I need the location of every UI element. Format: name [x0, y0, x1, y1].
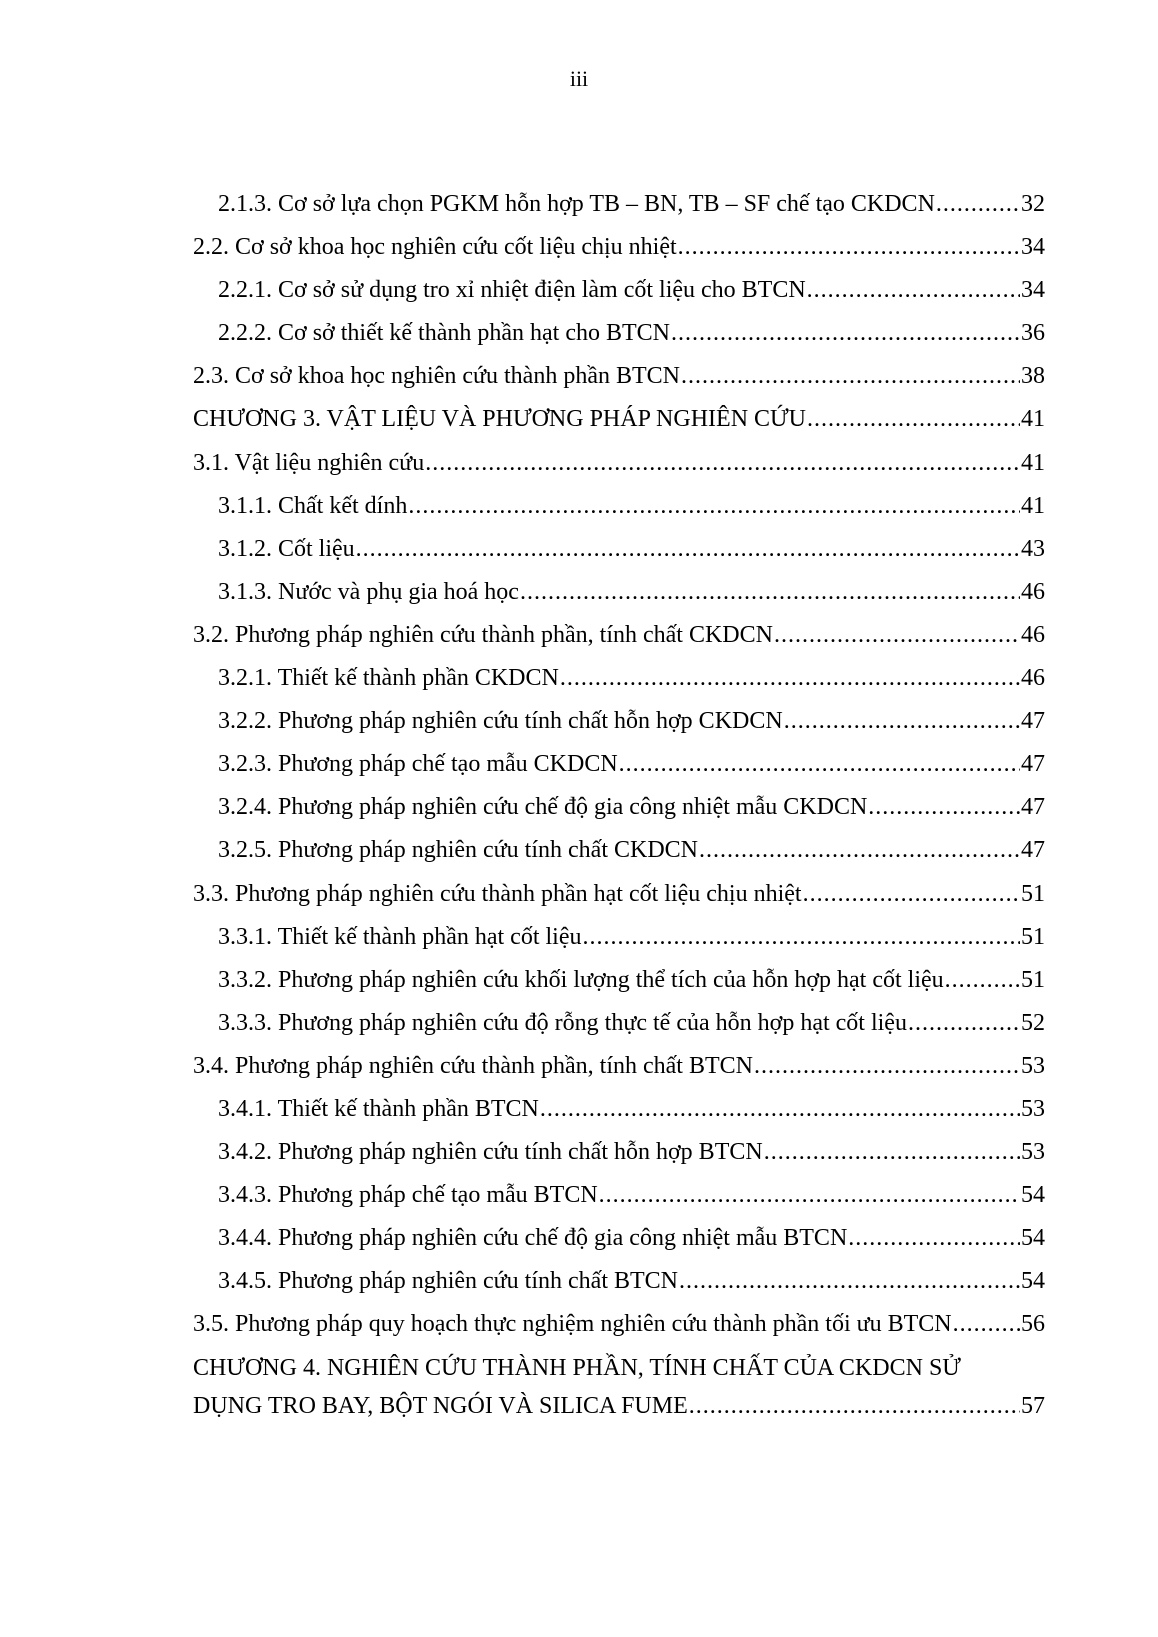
toc-entry-page: 32	[1021, 191, 1045, 217]
toc-leader-dots	[774, 620, 1020, 650]
toc-entry-page: 43	[1021, 535, 1045, 562]
toc-entry[interactable]	[193, 275, 1045, 318]
toc-entry-title: 3.2.3. Phương pháp chế tạo mẫu CKDCN	[218, 751, 618, 778]
toc-entry-page: 46	[1021, 621, 1045, 648]
toc-entry-page: 54	[1021, 1225, 1045, 1252]
toc-entry-title: 2.2.1. Cơ sở sử dụng tro xỉ nhiệt điện làm cốt liệu cho BTCN	[218, 277, 806, 304]
toc-entry-title: 2.2.2. Cơ sở thiết kế thành phần hạt cho BTCN	[218, 320, 670, 347]
toc-entry[interactable]	[193, 1008, 1045, 1051]
toc-entry-page: 54	[1021, 1268, 1045, 1295]
toc-entry[interactable]	[193, 491, 1045, 534]
toc-leader-dots	[425, 448, 1020, 478]
toc-entry-title: 3.4.4. Phương pháp nghiên cứu chế độ gia công nhiệt mẫu BTCN	[218, 1225, 848, 1252]
toc-entry-page: 56	[1021, 1311, 1045, 1338]
toc-entry-title: 3.4. Phương pháp nghiên cứu thành phần, tính chất BTCN	[193, 1052, 753, 1079]
toc-entry[interactable]	[193, 1266, 1045, 1309]
toc-leader-dots	[582, 922, 1020, 952]
toc-entry-page: 34	[1021, 234, 1045, 261]
toc-entry-page: 34	[1021, 277, 1045, 304]
table-of-contents	[193, 189, 1045, 1427]
toc-entry-page: 51	[1021, 966, 1045, 993]
toc-entry-page: 51	[1021, 880, 1045, 907]
page-number: iii	[569, 66, 589, 91]
toc-leader-dots	[560, 663, 1020, 693]
toc-entry-title: 3.4.2. Phương pháp nghiên cứu tính chất hỗn hợp BTCN	[218, 1139, 763, 1166]
toc-entry-title: 3.1. Vật liệu nghiên cứu	[193, 449, 425, 476]
toc-leader-dots	[754, 1051, 1020, 1081]
toc-entry-page: 51	[1021, 923, 1045, 950]
toc-entry[interactable]	[193, 318, 1045, 361]
toc-entry[interactable]	[193, 1223, 1045, 1266]
toc-entry[interactable]	[193, 361, 1045, 404]
toc-entry-title: 2.1.3. Cơ sở lựa chọn PGKM hỗn hợp TB – BN, TB – SF chế tạo CKDCN	[218, 191, 935, 217]
toc-entry-page: 41	[1021, 406, 1045, 433]
toc-leader-dots	[540, 1094, 1020, 1124]
toc-entry-page: 38	[1021, 363, 1045, 390]
toc-entry[interactable]	[193, 620, 1045, 663]
toc-entry-page: 54	[1021, 1182, 1045, 1209]
toc-leader-dots	[908, 1008, 1020, 1038]
toc-entry-title: 3.3. Phương pháp nghiên cứu thành phần hạt cốt liệu chịu nhiệt	[193, 880, 802, 907]
toc-entry[interactable]	[193, 835, 1045, 878]
toc-entry-title: 3.2. Phương pháp nghiên cứu thành phần, tính chất CKDCN	[193, 621, 773, 648]
toc-leader-dots	[520, 577, 1020, 607]
toc-entry[interactable]	[193, 922, 1045, 965]
toc-leader-dots	[619, 749, 1020, 779]
toc-entry-title: 3.4.5. Phương pháp nghiên cứu tính chất BTCN	[218, 1268, 678, 1295]
toc-entry-page: 53	[1021, 1052, 1045, 1079]
toc-leader-dots	[679, 1266, 1020, 1296]
toc-leader-dots	[671, 318, 1020, 348]
toc-leader-dots	[803, 879, 1020, 909]
toc-entry[interactable]	[193, 1051, 1045, 1094]
toc-entry[interactable]	[193, 965, 1045, 1008]
toc-entry-page: 53	[1021, 1095, 1045, 1122]
toc-leader-dots	[764, 1137, 1020, 1167]
toc-leader-dots	[408, 491, 1020, 521]
toc-entry-title: 2.3. Cơ sở khoa học nghiên cứu thành phần BTCN	[193, 363, 680, 390]
toc-entry-title: 3.5. Phương pháp quy hoạch thực nghiệm nghiên cứu thành phần tối ưu BTCN	[193, 1311, 952, 1338]
toc-entry-title: 3.3.2. Phương pháp nghiên cứu khối lượng thể tích của hỗn hợp hạt cốt liệu	[218, 966, 944, 993]
toc-entry-page: 57	[1021, 1392, 1045, 1419]
toc-entry-page: 52	[1021, 1009, 1045, 1036]
toc-entry-title: 3.4.3. Phương pháp chế tạo mẫu BTCN	[218, 1182, 598, 1209]
toc-entry[interactable]	[193, 1180, 1045, 1223]
toc-entry-chapter-4[interactable]	[193, 1353, 1045, 1427]
toc-entry[interactable]	[193, 189, 1045, 232]
toc-entry-page: 41	[1021, 492, 1045, 519]
toc-entry-page: 53	[1021, 1139, 1045, 1166]
toc-entry-title: 3.1.2. Cốt liệu	[218, 535, 355, 562]
toc-entry[interactable]	[193, 1309, 1045, 1352]
toc-entry-title: 3.3.1. Thiết kế thành phần hạt cốt liệu	[218, 923, 582, 950]
toc-leader-dots	[848, 1223, 1020, 1253]
toc-entry[interactable]	[193, 1094, 1045, 1137]
toc-entry-title: 3.2.4. Phương pháp nghiên cứu chế độ gia công nhiệt mẫu CKDCN	[218, 794, 868, 821]
toc-leader-dots	[868, 792, 1020, 822]
toc-entry-page: 47	[1021, 837, 1045, 864]
toc-leader-dots	[936, 189, 1020, 219]
toc-entry-page: 47	[1021, 794, 1045, 821]
toc-entry-page: 46	[1021, 665, 1045, 692]
toc-leader-dots	[678, 232, 1020, 262]
toc-leader-dots	[599, 1180, 1020, 1210]
toc-entry-title: 3.2.1. Thiết kế thành phần CKDCN	[218, 665, 559, 692]
toc-entry-page: 47	[1021, 708, 1045, 735]
toc-leader-dots	[807, 275, 1020, 305]
toc-entry[interactable]	[193, 534, 1045, 577]
toc-entry-page: 41	[1021, 449, 1045, 476]
toc-leader-dots	[356, 534, 1020, 564]
toc-entry-page: 46	[1021, 578, 1045, 605]
toc-entry-title: 3.3.3. Phương pháp nghiên cứu độ rỗng thực tế của hỗn hợp hạt cốt liệu	[218, 1009, 907, 1036]
toc-leader-dots	[953, 1309, 1020, 1339]
toc-entry[interactable]	[193, 448, 1045, 491]
toc-leader-dots	[689, 1391, 1020, 1421]
toc-entry-title-line2: DỤNG TRO BAY, BỘT NGÓI VÀ SILICA FUME	[193, 1392, 688, 1419]
toc-entry[interactable]	[193, 706, 1045, 749]
toc-leader-dots	[784, 706, 1020, 736]
toc-entry[interactable]	[193, 792, 1045, 835]
toc-entry-title: 3.4.1. Thiết kế thành phần BTCN	[218, 1095, 539, 1122]
toc-entry-page: 36	[1021, 320, 1045, 347]
toc-entry[interactable]	[193, 749, 1045, 792]
toc-entry[interactable]	[193, 577, 1045, 620]
toc-entry[interactable]	[193, 232, 1045, 275]
toc-leader-dots	[945, 965, 1020, 995]
toc-leader-dots	[807, 404, 1020, 434]
toc-entry-title: 3.1.1. Chất kết dính	[218, 492, 408, 519]
toc-entry-title: 3.2.2. Phương pháp nghiên cứu tính chất hỗn hợp CKDCN	[218, 708, 783, 735]
toc-leader-dots	[699, 835, 1020, 865]
toc-entry-title: CHƯƠNG 3. VẬT LIỆU VÀ PHƯƠNG PHÁP NGHIÊN CỨU	[193, 406, 806, 433]
toc-entry[interactable]	[193, 663, 1045, 706]
toc-entry[interactable]	[193, 879, 1045, 922]
toc-entry-title: 3.2.5. Phương pháp nghiên cứu tính chất CKDCN	[218, 837, 698, 864]
toc-entry-title: 2.2. Cơ sở khoa học nghiên cứu cốt liệu chịu nhiệt	[193, 234, 677, 261]
toc-entry-title: 3.1.3. Nước và phụ gia hoá học	[218, 578, 519, 605]
toc-entry-page: 47	[1021, 751, 1045, 778]
toc-entry-title-line1: CHƯƠNG 4. NGHIÊN CỨU THÀNH PHẦN, TÍNH CHẤT CỦA CKDCN SỬ	[193, 1354, 961, 1381]
toc-entry[interactable]	[193, 404, 1045, 447]
toc-leader-dots	[681, 361, 1020, 391]
toc-entry[interactable]	[193, 1137, 1045, 1180]
